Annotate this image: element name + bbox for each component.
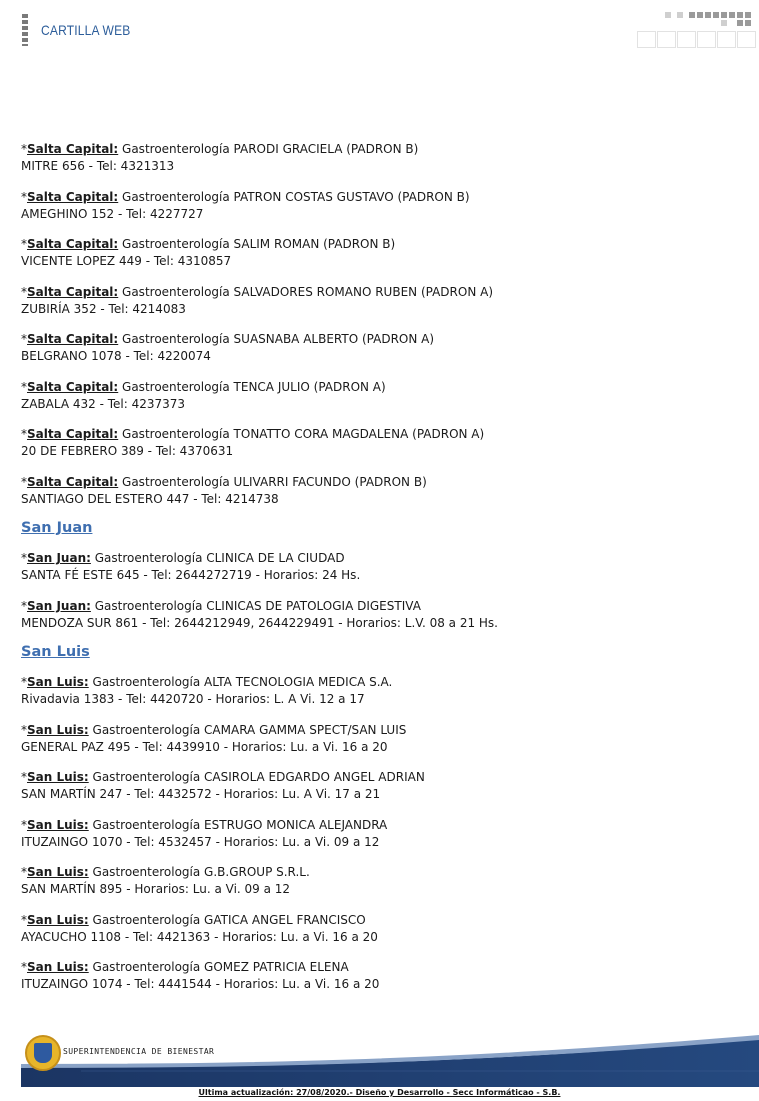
provider-description: Gastroenterología PATRON COSTAS GUSTAVO (PADRON B) xyxy=(118,189,470,204)
provider-address: 20 DE FEBRERO 389 - Tel: 4370631 xyxy=(21,444,234,458)
location-label: San Luis: xyxy=(27,770,89,784)
list-item: *Salta Capital: Gastroenterología SALVADORES ROMANO RUBEN (PADRON A) ZUBIRÍA 352 - Tel: 4214083 xyxy=(21,284,494,316)
provider-description: Gastroenterología ESTRUGO MONICA ALEJANDRA xyxy=(88,817,388,832)
location-label: Salta Capital: xyxy=(27,427,119,441)
provider-address: SANTA FÉ ESTE 645 - Tel: 2644272719 - Horarios: 24 Hs. xyxy=(21,568,361,582)
list-item: *Salta Capital: Gastroenterología TENCA JULIO (PADRON A) ZABALA 432 - Tel: 4237373 xyxy=(21,379,386,411)
footer-wave-graphic xyxy=(21,1031,759,1087)
provider-description: Gastroenterología SALVADORES ROMANO RUBEN (PADRON A) xyxy=(118,284,494,299)
location-label: Salta Capital: xyxy=(27,332,119,346)
list-item: *San Juan: Gastroenterología CLINICAS DE PATOLOGIA DIGESTIVA MENDOZA SUR 861 - Tel: 2644212949, 2644229491 - Horarios: L.V. 08 a 21 Hs. xyxy=(21,598,498,630)
provider-description: Gastroenterología TONATTO CORA MAGDALENA (PADRON A) xyxy=(118,427,485,441)
list-item: *Salta Capital: Gastroenterología ULIVARRI FACUNDO (PADRON B) SANTIAGO DEL ESTERO 447 - Tel: 4214738 xyxy=(21,474,427,506)
provider-description: Gastroenterología GATICA ANGEL FRANCISCO xyxy=(88,912,366,927)
provider-address: MITRE 656 - Tel: 4321313 xyxy=(21,159,175,173)
location-label: Salta Capital: xyxy=(27,284,119,299)
provider-description: Gastroenterología SALIM ROMAN (PADRON B) xyxy=(118,237,396,251)
provider-address: BELGRANO 1078 - Tel: 4220074 xyxy=(21,349,211,363)
location-label: San Luis: xyxy=(27,865,89,879)
page-title: CARTILLA WEB xyxy=(41,22,131,38)
location-label: San Juan: xyxy=(27,598,91,613)
location-label: Salta Capital: xyxy=(27,237,119,251)
seal-logo-icon xyxy=(25,1035,61,1071)
provider-description: Gastroenterología CLINICA DE LA CIUDAD xyxy=(90,551,345,565)
list-item: *Salta Capital: Gastroenterología PATRON COSTAS GUSTAVO (PADRON B) AMEGHINO 152 - Tel: 4227727 xyxy=(21,189,470,221)
list-item: *Salta Capital: Gastroenterología SUASNABA ALBERTO (PADRON A) BELGRANO 1078 - Tel: 4220074 xyxy=(21,332,435,363)
provider-address: ZUBIRÍA 352 - Tel: 4214083 xyxy=(21,301,186,316)
location-label: Salta Capital: xyxy=(27,189,119,204)
list-item: *San Juan: Gastroenterología CLINICA DE LA CIUDAD SANTA FÉ ESTE 645 - Tel: 2644272719 - Horarios: 24 Hs. xyxy=(21,551,361,582)
location-label: San Luis: xyxy=(27,960,89,974)
list-item: *San Luis: Gastroenterología ALTA TECNOLOGIA MEDICA S.A. Rivadavia 1383 - Tel: 4420720 - Horarios: L. A Vi. 12 a 17 xyxy=(21,675,393,706)
last-update-note: Ultima actualización: 27/08/2020.- Diseño y Desarrollo - Secc Informáticao - S.B. xyxy=(198,1088,561,1097)
location-label: San Juan: xyxy=(27,551,91,565)
footer-banner xyxy=(21,1031,759,1087)
location-label: San Luis: xyxy=(27,817,89,832)
list-item: *San Luis: Gastroenterología G.B.GROUP S.R.L. SAN MARTÍN 895 - Horarios: Lu. a Vi. 09 a 12 xyxy=(21,865,310,896)
provider-description: Gastroenterología CASIROLA EDGARDO ANGEL ADRIAN xyxy=(88,770,425,784)
list-item: *San Luis: Gastroenterología CAMARA GAMMA SPECT/SAN LUIS GENERAL PAZ 495 - Tel: 4439910 - Horarios: Lu. a Vi. 16 a 20 xyxy=(21,722,407,754)
provider-address: SANTIAGO DEL ESTERO 447 - Tel: 4214738 xyxy=(21,491,279,506)
provider-address: ITUZAINGO 1070 - Tel: 4532457 - Horarios: Lu. a Vi. 09 a 12 xyxy=(21,834,380,849)
provider-description: Gastroenterología CLINICAS DE PATOLOGIA DIGESTIVA xyxy=(90,598,421,613)
provider-description: Gastroenterología PARODI GRACIELA (PADRON B) xyxy=(118,142,419,156)
location-label: Salta Capital: xyxy=(27,379,119,394)
list-item: *Salta Capital: Gastroenterología TONATTO CORA MAGDALENA (PADRON A) 20 DE FEBRERO 389 - Tel: 4370631 xyxy=(21,427,485,458)
provider-address: SAN MARTÍN 895 - Horarios: Lu. a Vi. 09 a 12 xyxy=(21,882,291,896)
provider-address: AYACUCHO 1108 - Tel: 4421363 - Horarios: Lu. a Vi. 16 a 20 xyxy=(21,929,378,944)
list-item: *San Luis: Gastroenterología CASIROLA EDGARDO ANGEL ADRIAN SAN MARTÍN 247 - Tel: 4432572 - Horarios: Lu. A Vi. 17 a 21 xyxy=(21,770,425,801)
location-label: Salta Capital: xyxy=(27,474,119,489)
header-bar-icon xyxy=(22,14,28,46)
provider-address: Rivadavia 1383 - Tel: 4420720 - Horarios: L. A Vi. 12 a 17 xyxy=(21,692,365,706)
provider-address: ITUZAINGO 1074 - Tel: 4441544 - Horarios: Lu. a Vi. 16 a 20 xyxy=(21,977,380,991)
organization-name: SUPERINTENDENCIA DE BIENESTAR xyxy=(63,1047,215,1056)
san-juan-list xyxy=(21,550,741,632)
san-luis-list xyxy=(21,674,741,993)
provider-address: GENERAL PAZ 495 - Tel: 4439910 - Horarios: Lu. a Vi. 16 a 20 xyxy=(21,739,388,754)
provider-description: Gastroenterología SUASNABA ALBERTO (PADRON A) xyxy=(118,332,435,346)
list-item: *San Luis: Gastroenterología ESTRUGO MONICA ALEJANDRA ITUZAINGO 1070 - Tel: 4532457 - Horarios: Lu. a Vi. 09 a 12 xyxy=(21,817,388,849)
section-heading-san-luis: San Luis xyxy=(21,644,90,660)
provider-description: Gastroenterología CAMARA GAMMA SPECT/SAN LUIS xyxy=(88,722,407,737)
provider-description: Gastroenterología ALTA TECNOLOGIA MEDICA S.A. xyxy=(88,675,393,689)
header-decoration xyxy=(637,12,755,48)
provider-description: Gastroenterología TENCA JULIO (PADRON A) xyxy=(118,379,386,394)
location-label: San Luis: xyxy=(27,722,89,737)
provider-list xyxy=(21,141,741,1007)
salta-list xyxy=(21,141,741,508)
provider-address: MENDOZA SUR 861 - Tel: 2644212949, 2644229491 - Horarios: L.V. 08 a 21 Hs. xyxy=(21,615,498,630)
section-heading-san-juan: San Juan xyxy=(21,520,93,536)
list-item: *San Luis: Gastroenterología GATICA ANGEL FRANCISCO AYACUCHO 1108 - Tel: 4421363 - Horarios: Lu. a Vi. 16 a 20 xyxy=(21,912,378,944)
provider-address: SAN MARTÍN 247 - Tel: 4432572 - Horarios: Lu. A Vi. 17 a 21 xyxy=(21,787,381,801)
provider-address: AMEGHINO 152 - Tel: 4227727 xyxy=(21,206,204,221)
list-item: *Salta Capital: Gastroenterología SALIM ROMAN (PADRON B) VICENTE LOPEZ 449 - Tel: 4310857 xyxy=(21,237,396,268)
provider-description: Gastroenterología GOMEZ PATRICIA ELENA xyxy=(88,960,349,974)
list-item: *Salta Capital: Gastroenterología PARODI GRACIELA (PADRON B) MITRE 656 - Tel: 4321313 xyxy=(21,142,419,173)
location-label: San Luis: xyxy=(27,675,89,689)
provider-description: Gastroenterología G.B.GROUP S.R.L. xyxy=(88,865,310,879)
location-label: San Luis: xyxy=(27,912,89,927)
provider-address: VICENTE LOPEZ 449 - Tel: 4310857 xyxy=(21,254,232,268)
provider-address: ZABALA 432 - Tel: 4237373 xyxy=(21,396,186,411)
provider-description: Gastroenterología ULIVARRI FACUNDO (PADRON B) xyxy=(118,474,427,489)
location-label: Salta Capital: xyxy=(27,142,119,156)
list-item: *San Luis: Gastroenterología GOMEZ PATRICIA ELENA ITUZAINGO 1074 - Tel: 4441544 - Horarios: Lu. a Vi. 16 a 20 xyxy=(21,960,380,991)
